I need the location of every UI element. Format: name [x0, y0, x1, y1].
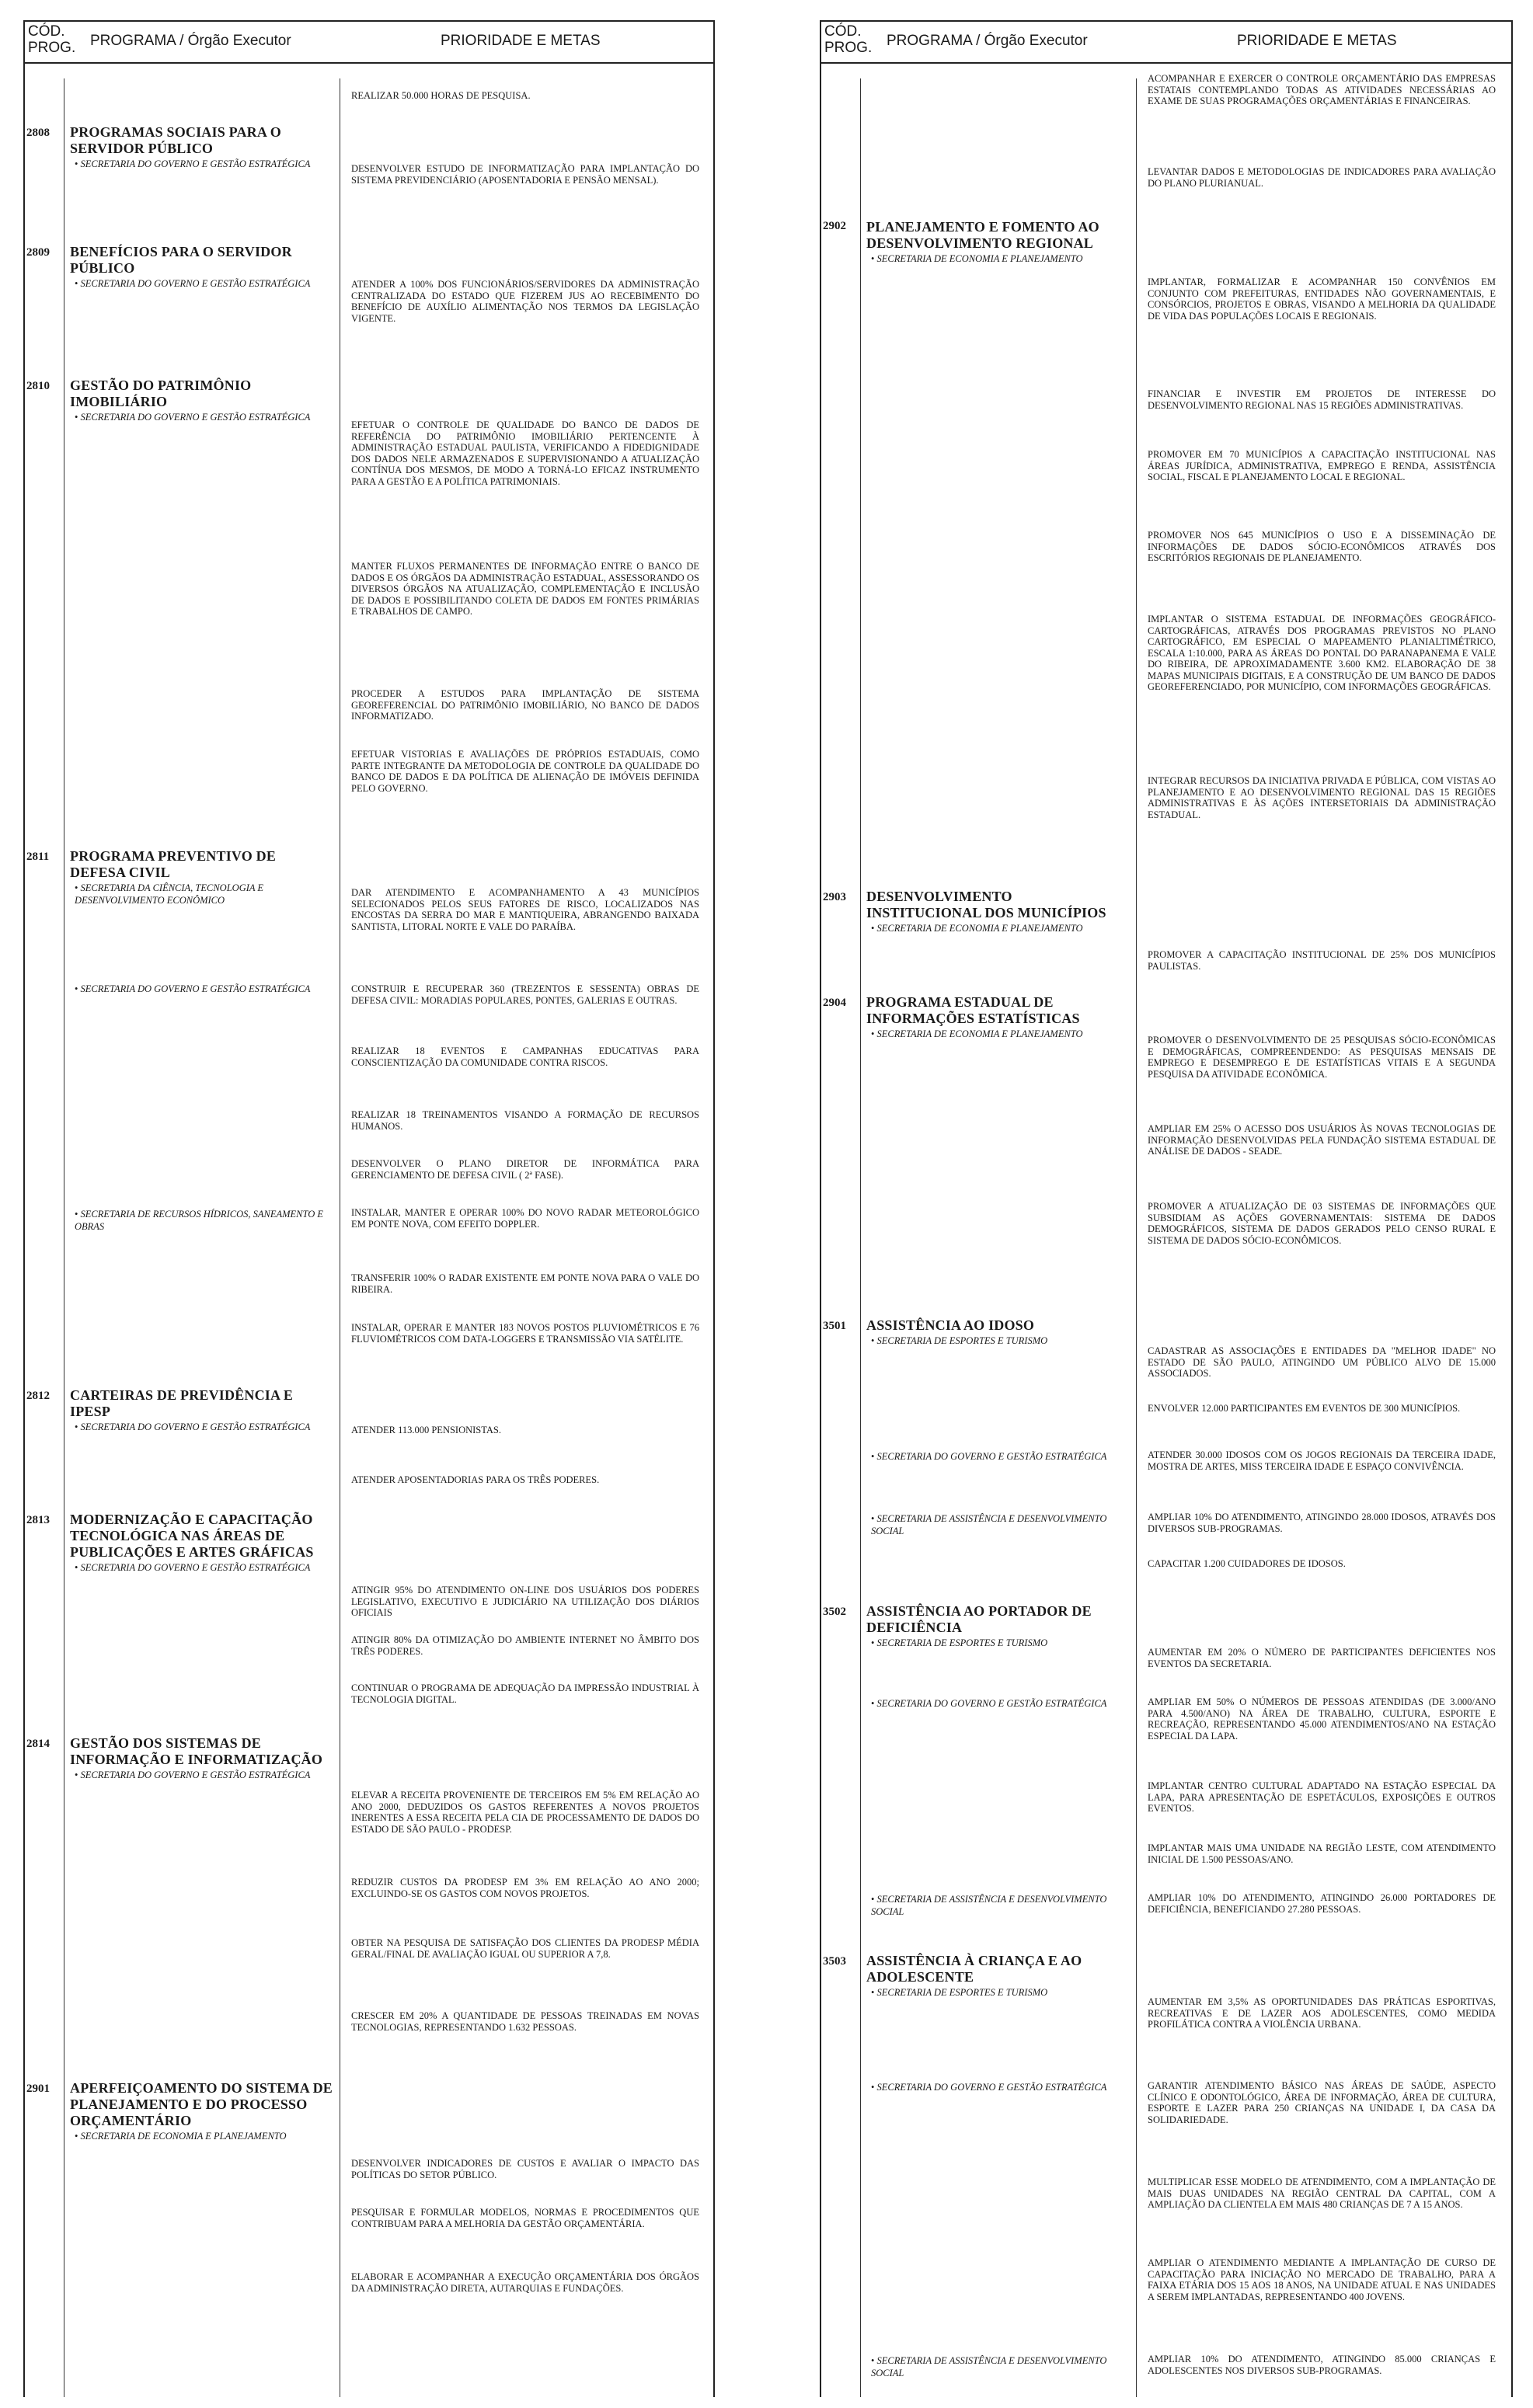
meta-text: CONTINUAR O PROGRAMA DE ADEQUAÇÃO DA IMPRESSÃO INDUSTRIAL À TECNOLOGIA DIGITAL. [351, 1682, 699, 1705]
meta-text: AUMENTAR EM 20% O NÚMERO DE PARTICIPANTES DEFICIENTES NOS EVENTOS DA SECRETARIA. [1148, 1647, 1496, 1669]
program-2812 [70, 1387, 334, 1433]
table-header [821, 20, 1511, 64]
program-2814 [70, 1735, 334, 1781]
program-3503 [866, 1953, 1131, 1999]
program-organ: • SECRETARIA DO GOVERNO E GESTÃO ESTRATÉGICA [70, 1561, 334, 1574]
meta-text: ATINGIR 80% DA OTIMIZAÇÃO DO AMBIENTE INTERNET NO ÂMBITO DOS TRÊS PODERES. [351, 1634, 699, 1657]
program-name: DESENVOLVIMENTO INSTITUCIONAL DOS MUNICÍPIOS [866, 889, 1106, 920]
program-organ: • SECRETARIA DO GOVERNO E GESTÃO ESTRATÉGICA [866, 2081, 1131, 2093]
meta-text: INTEGRAR RECURSOS DA INICIATIVA PRIVADA E PÚBLICA, COM VISTAS AO PLANEJAMENTO E AO DESENVOLVIMENTO REGIONAL DAS 15 REGIÕES ADMINISTRATIVAS E ÀS AÇÕES INTERSETORIAIS DA ADMINISTRAÇÃO ESTADUAL. [1148, 775, 1496, 820]
meta-text: IMPLANTAR MAIS UMA UNIDADE NA REGIÃO LESTE, COM ATENDIMENTO INICIAL DE 1.500 PESSOAS/ANO. [1148, 1843, 1496, 1865]
program-organ: • SECRETARIA DE ECONOMIA E PLANEJAMENTO [866, 252, 1131, 265]
meta-text: PROMOVER EM 70 MUNICÍPIOS A CAPACITAÇÃO INSTITUCIONAL NAS ÁREAS JURÍDICA, ADMINISTRATIVA, EMPREGO E RENDA, ASSISTÊNCIA SOCIAL, FISCAL E PLANEJAMENTO LOCAL E REGIONAL. [1148, 449, 1496, 482]
table-header [25, 20, 713, 64]
meta-text: CONSTRUIR E RECUPERAR 360 (TREZENTOS E SESSENTA) OBRAS DE DEFESA CIVIL: MORADIAS POPULARES, PONTES, GALERIAS E OUTRAS. [351, 983, 699, 1006]
program-organ: • SECRETARIA DE ECONOMIA E PLANEJAMENTO [866, 1028, 1131, 1040]
meta-text: OBTER NA PESQUISA DE SATISFAÇÃO DOS CLIENTES DA PRODESP MÉDIA GERAL/FINAL DE AVALIAÇÃO IGUAL OU SUPERIOR A 7,8. [351, 1937, 699, 1960]
meta-text: ATINGIR 95% DO ATENDIMENTO ON-LINE DOS USUÁRIOS DOS PODERES LEGISLATIVO, EXECUTIVO E JUDICIÁRIO NA UTILIZAÇÃO DOS DIÁRIOS OFICIAIS [351, 1585, 699, 1618]
meta-text: ACOMPANHAR E EXERCER O CONTROLE ORÇAMENTÁRIO DAS EMPRESAS ESTATAIS CONTEMPLANDO TODAS AS ATIVIDADES NECESSÁRIAS AO EXAME DE SUAS PROGRAMAÇÕES ORÇAMENTÁRIAS E FINANCEIRAS. [1148, 73, 1496, 106]
program-organ: • SECRETARIA DA CIÊNCIA, TECNOLOGIA E DESENVOLVIMENTO ECONÔMICO [70, 882, 334, 906]
meta-text: PROMOVER A ATUALIZAÇÃO DE 03 SISTEMAS DE INFORMAÇÕES QUE SUBSIDIAM AS AÇÕES GOVERNAMENTAIS: SISTEMA DE DADOS DEMOGRÁFICOS, SISTEMA DE DADOS GERADOS PELO CENSO RURAL E SISTEMA DE DADOS SÓCIO-ECONÔMICOS. [1148, 1201, 1496, 1246]
program-2904 [866, 994, 1131, 1040]
meta-text: DESENVOLVER ESTUDO DE INFORMATIZAÇÃO PARA IMPLANTAÇÃO DO SISTEMA PREVIDENCIÁRIO (APOSENTADORIA E PENSÃO MENSAL). [351, 163, 699, 186]
program-code: 2808 [26, 127, 50, 139]
meta-text: AMPLIAR 10% DO ATENDIMENTO, ATINGINDO 26.000 PORTADORES DE DEFICIÊNCIA, BENEFICIANDO 27.280 PESSOAS. [1148, 1892, 1496, 1915]
meta-text: AUMENTAR EM 3,5% AS OPORTUNIDADES DAS PRÁTICAS ESPORTIVAS, RECREATIVAS E DE LAZER AOS ADOLESCENTES, COMO MEDIDA PROFILÁTICA CONTRA A VIOLÊNCIA URBANA. [1148, 1996, 1496, 2030]
program-organ: • SECRETARIA DO GOVERNO E GESTÃO ESTRATÉGICA [70, 1769, 334, 1781]
program-name: BENEFÍCIOS PARA O SERVIDOR PÚBLICO [70, 244, 292, 276]
meta-text: EFETUAR O CONTROLE DE QUALIDADE DO BANCO DE DADOS DE REFERÊNCIA DO PATRIMÔNIO IMOBILIÁRIO PERTENCENTE À ADMINISTRAÇÃO ESTADUAL PAULISTA, VERIFICANDO A FIDEDIGNIDADE DOS DADOS NELE ARMAZENADOS E SUPERVISIONANDO A ATUALIZAÇÃO CONTÍNUA DOS MESMOS, DE MODO A TORNÁ-LO EFICAZ INSTRUMENTO PARA A GESTÃO E A POLÍTICA PATRIMONIAIS. [351, 419, 699, 487]
program-name: PROGRAMAS SOCIAIS PARA O SERVIDOR PÚBLICO [70, 124, 281, 156]
program-organ: • SECRETARIA DO GOVERNO E GESTÃO ESTRATÉGICA [70, 983, 334, 995]
program-organ: • SECRETARIA DE ECONOMIA E PLANEJAMENTO [866, 922, 1131, 934]
program-code: 2811 [26, 851, 50, 863]
program-code: 2810 [26, 380, 50, 392]
header-prioridade: PRIORIDADE E METAS [441, 33, 601, 49]
program-code: 2904 [823, 997, 846, 1009]
program-name: PLANEJAMENTO E FOMENTO AO DESENVOLVIMENTO REGIONAL [866, 219, 1099, 251]
program-code: 2901 [26, 2083, 50, 2095]
program-name: PROGRAMA ESTADUAL DE INFORMAÇÕES ESTATÍSTICAS [866, 994, 1080, 1026]
meta-text: PESQUISAR E FORMULAR MODELOS, NORMAS E PROCEDIMENTOS QUE CONTRIBUAM PARA A MELHORIA DA GESTÃO ORÇAMENTÁRIA. [351, 2207, 699, 2229]
right-column [820, 20, 1513, 2397]
program-code: 3503 [823, 1955, 846, 1968]
program-2901 [70, 2080, 334, 2142]
header-cod: CÓD. PROG. [824, 23, 873, 56]
header-programa: PROGRAMA / Órgão Executor [90, 33, 291, 49]
program-code: 2809 [26, 246, 50, 259]
meta-text: DESENVOLVER O PLANO DIRETOR DE INFORMÁTICA PARA GERENCIAMENTO DE DEFESA CIVIL ( 2ª FASE). [351, 1158, 699, 1181]
meta-text: GARANTIR ATENDIMENTO BÁSICO NAS ÁREAS DE SAÚDE, ASPECTO CLÍNICO E ODONTOLÓGICO, ÁREA DE INFORMAÇÃO, ÁREA DE CULTURA, ESPORTE E LAZER PARA 250 CRIANÇAS NA UNIDADE I, DA CASA DA SOLIDARIEDADE. [1148, 2080, 1496, 2125]
program-name: MODERNIZAÇÃO E CAPACITAÇÃO TECNOLÓGICA NAS ÁREAS DE PUBLICAÇÕES E ARTES GRÁFICAS [70, 1512, 314, 1560]
program-name: CARTEIRAS DE PREVIDÊNCIA E IPESP [70, 1387, 294, 1419]
program-code: 2814 [26, 1738, 50, 1750]
meta-text: REALIZAR 18 EVENTOS E CAMPANHAS EDUCATIVAS PARA CONSCIENTIZAÇÃO DA COMUNIDADE CONTRA RISCOS. [351, 1046, 699, 1068]
program-organ: • SECRETARIA DO GOVERNO E GESTÃO ESTRATÉGICA [70, 277, 334, 290]
meta-text: REALIZAR 18 TREINAMENTOS VISANDO A FORMAÇÃO DE RECURSOS HUMANOS. [351, 1109, 699, 1132]
meta-text: CAPACITAR 1.200 CUIDADORES DE IDOSOS. [1148, 1558, 1346, 1569]
meta-text: MANTER FLUXOS PERMANENTES DE INFORMAÇÃO ENTRE O BANCO DE DADOS E OS ÓRGÃOS DA ADMINISTRAÇÃO ESTADUAL, ASSESSORANDO OS DIVERSOS ÓRGÃOS NA ATUALIZAÇÃO, COMPLEMENTAÇÃO E INCLUSÃO DE DADOS E POSSIBILITANDO COLETA DE DADOS EM FONTES PRIMÁRIAS E TRABALHOS DE CAMPO. [351, 561, 699, 617]
program-2810 [70, 378, 334, 423]
program-organ: • SECRETARIA DE ESPORTES E TURISMO [866, 1334, 1131, 1347]
program-organ-block [70, 982, 334, 995]
program-name: ASSISTÊNCIA AO IDOSO [866, 1317, 1035, 1333]
meta-text: PROMOVER A CAPACITAÇÃO INSTITUCIONAL DE 25% DOS MUNICÍPIOS PAULISTAS. [1148, 949, 1496, 972]
meta-text: ENVOLVER 12.000 PARTICIPANTES EM EVENTOS DE 300 MUNICÍPIOS. [1148, 1403, 1461, 1414]
program-2903 [866, 889, 1131, 934]
meta-text: IMPLANTAR CENTRO CULTURAL ADAPTADO NA ESTAÇÃO ESPECIAL DA LAPA, PARA APRESENTAÇÃO DE ESPETÁCULOS, EXPOSIÇÕES E OUTROS EVENTOS. [1148, 1780, 1496, 1814]
program-code: 2813 [26, 1514, 50, 1526]
header-prioridade: PRIORIDADE E METAS [1237, 33, 1397, 49]
meta-text: IMPLANTAR, FORMALIZAR E ACOMPANHAR 150 CONVÊNIOS EM CONJUNTO COM PREFEITURAS, ENTIDADES NÃO GOVERNAMENTAIS, E CONSÓRCIOS, PROJETOS E OBRAS, VISANDO A MELHORIA DA QUALIDADE DE VIDA DAS POPULAÇÕES LOCAIS E REGIONAIS. [1148, 277, 1496, 322]
program-organ: • SECRETARIA DE ESPORTES E TURISMO [866, 1637, 1131, 1649]
program-name: PROGRAMA PREVENTIVO DE DEFESA CIVIL [70, 848, 277, 880]
program-organ: • SECRETARIA DE ASSISTÊNCIA E DESENVOLVIMENTO SOCIAL [866, 2354, 1131, 2379]
program-name: GESTÃO DOS SISTEMAS DE INFORMAÇÃO E INFORMATIZAÇÃO [70, 1735, 323, 1767]
program-2902 [866, 219, 1131, 265]
meta-text: IMPLANTAR O SISTEMA ESTADUAL DE INFORMAÇÕES GEOGRÁFICO-CARTOGRÁFICAS, ATRAVÉS DOS PROGRAMAS PREVISTOS NO PLANO CARTOGRÁFICO, EM ESPECIAL O MAPEAMENTO PLANIALTIMÉTRICO, ESCALA 1:10.000, PARA AS ÁREAS DO PONTAL DO PARANAPANEMA E VALE DO RIBEIRA, DE APROXIMADAMENTE 3.600 KM2. ELABORAÇÃO DE 38 MAPAS MUNICIPAIS DIGITAIS, E A CONSTRUÇÃO DE UM BANCO DE DADOS GEOREFERENCIADO, POR MUNICÍPIO, COM INFORMAÇÕES GEOGRÁFICAS. [1148, 614, 1496, 692]
program-2813 [70, 1512, 334, 1574]
header-cod: CÓD. PROG. [28, 23, 76, 56]
meta-text: EFETUAR VISTORIAS E AVALIAÇÕES DE PRÓPRIOS ESTADUAIS, COMO PARTE INTEGRANTE DA METODOLOGIA DE CONTROLE DA QUALIDADE DO BANCO DE DADOS E DA POLÍTICA DE ALIENAÇÃO DE IMÓVEIS DEFINIDA PELO GOVERNO. [351, 749, 699, 794]
meta-text: PROMOVER NOS 645 MUNICÍPIOS O USO E A DISSEMINAÇÃO DE INFORMAÇÕES DE DADOS SÓCIO-ECONÔMICOS ATRAVÉS DOS ESCRITÓRIOS REGIONAIS DE PLANEJAMENTO. [1148, 530, 1496, 563]
program-organ: • SECRETARIA DE ECONOMIA E PLANEJAMENTO [70, 2130, 334, 2142]
program-organ-block [866, 1696, 1131, 1710]
meta-text: AMPLIAR EM 25% O ACESSO DOS USUÁRIOS ÀS NOVAS TECNOLOGIAS DE INFORMAÇÃO DESENVOLVIDAS PELA FUNDAÇÃO SISTEMA ESTADUAL DE ANÁLISE DE DADOS - SEADE. [1148, 1123, 1496, 1157]
program-organ: • SECRETARIA DO GOVERNO E GESTÃO ESTRATÉGICA [70, 158, 334, 170]
program-code: 2902 [823, 220, 846, 232]
meta-text: ATENDER A 100% DOS FUNCIONÁRIOS/SERVIDORES DA ADMINISTRAÇÃO CENTRALIZADA DO ESTADO QUE FIZEREM JUS AO RECEBIMENTO DO BENEFÍCIO DE AUXÍLIO ALIMENTAÇÃO NOS TERMOS DA LEGISLAÇÃO VIGENTE. [351, 279, 699, 324]
program-organ-block [866, 1892, 1131, 1918]
meta-text: ATENDER APOSENTADORIAS PARA OS TRÊS PODERES. [351, 1474, 600, 1485]
header-programa: PROGRAMA / Órgão Executor [887, 33, 1088, 49]
meta-text: FINANCIAR E INVESTIR EM PROJETOS DE INTERESSE DO DESENVOLVIMENTO REGIONAL NAS 15 REGIÕES ADMINISTRATIVAS. [1148, 388, 1496, 411]
program-2811 [70, 848, 334, 906]
program-name: APERFEIÇOAMENTO DO SISTEMA DE PLANEJAMENTO E DO PROCESSO ORÇAMENTÁRIO [70, 2080, 333, 2128]
program-code: 3502 [823, 1606, 846, 1618]
program-3501 [866, 1317, 1131, 1347]
meta-text: PROMOVER O DESENVOLVIMENTO DE 25 PESQUISAS SÓCIO-ECONÔMICAS E DEMOGRÁFICAS, COMPREENDENDO: AS PESQUISAS MENSAIS DE EMPREGO E DESEMPREGO E DE ESTATÍSTICAS VITAIS E A SEGUNDA PESQUISA DA ATIVIDADE ECONÔMICA. [1148, 1035, 1496, 1080]
meta-text: DAR ATENDIMENTO E ACOMPANHAMENTO A 43 MUNICÍPIOS SELECIONADOS PELOS SEUS FATORES DE RISCO, LOCALIZADOS NAS ENCOSTAS DA SERRA DO MAR E MANTIQUEIRA, ABRANGENDO BAIXADA SANTISTA, LITORAL NORTE E VALE DO PARAÍBA. [351, 887, 699, 932]
program-organ-block [866, 1449, 1131, 1463]
program-code: 2903 [823, 891, 846, 903]
program-name: ASSISTÊNCIA À CRIANÇA E AO ADOLESCENTE [866, 1953, 1082, 1985]
program-organ-block [866, 1512, 1131, 1537]
meta-text: MULTIPLICAR ESSE MODELO DE ATENDIMENTO, COM A IMPLANTAÇÃO DE MAIS DUAS UNIDADES NA REGIÃO CENTRAL DA CAPITAL, COM A AMPLIAÇÃO DA CLIENTELA EM MAIS 480 CRIANÇAS DE 7 A 15 ANOS. [1148, 2177, 1496, 2210]
meta-text: LEVANTAR DADOS E METODOLOGIAS DE INDICADORES PARA AVALIAÇÃO DO PLANO PLURIANUAL. [1148, 166, 1496, 189]
code-column-divider [860, 78, 861, 2397]
program-column-divider [1136, 78, 1137, 2397]
meta-text: REDUZIR CUSTOS DA PRODESP EM 3% EM RELAÇÃO AO ANO 2000; EXCLUINDO-SE OS GASTOS COM NOVOS PROJETOS. [351, 1877, 699, 1899]
meta-text: ELEVAR A RECEITA PROVENIENTE DE TERCEIROS EM 5% EM RELAÇÃO AO ANO 2000, DEDUZIDOS OS GASTOS REFERENTES A NOVOS PROJETOS INERENTES A ESSA RECEITA PELA CIA DE PROCESSAMENTO DE DADOS DO ESTADO DE SÃO PAULO - PRODESP. [351, 1790, 699, 1835]
program-2809 [70, 244, 334, 290]
program-organ-block [70, 1207, 334, 1233]
program-organ-block [866, 2354, 1131, 2379]
meta-text: AMPLIAR 10% DO ATENDIMENTO, ATINGINDO 85.000 CRIANÇAS E ADOLESCENTES NOS DIVERSOS SUB-PROGRAMAS. [1148, 2354, 1496, 2376]
program-organ: • SECRETARIA DO GOVERNO E GESTÃO ESTRATÉGICA [70, 1421, 334, 1433]
meta-text: TRANSFERIR 100% O RADAR EXISTENTE EM PONTE NOVA PARA O VALE DO RIBEIRA. [351, 1272, 699, 1295]
meta-text: ELABORAR E ACOMPANHAR A EXECUÇÃO ORÇAMENTÁRIA DOS ÓRGÃOS DA ADMINISTRAÇÃO DIRETA, AUTARQUIAS E FUNDAÇÕES. [351, 2271, 699, 2294]
program-organ: • SECRETARIA DE ASSISTÊNCIA E DESENVOLVIMENTO SOCIAL [866, 1512, 1131, 1537]
program-organ-block [866, 2080, 1131, 2093]
meta-text: ATENDER 113.000 PENSIONISTAS. [351, 1425, 501, 1435]
program-name: ASSISTÊNCIA AO PORTADOR DE DEFICIÊNCIA [866, 1603, 1092, 1635]
meta-text: ATENDER 30.000 IDOSOS COM OS JOGOS REGIONAIS DA TERCEIRA IDADE, MOSTRA DE ARTES, MISS TERCEIRA IDADE E ESPAÇO CONVIVÊNCIA. [1148, 1449, 1496, 1472]
program-organ: • SECRETARIA DO GOVERNO E GESTÃO ESTRATÉGICA [866, 1697, 1131, 1710]
meta-text: REALIZAR 50.000 HORAS DE PESQUISA. [351, 90, 531, 101]
meta-text: DESENVOLVER INDICADORES DE CUSTOS E AVALIAR O IMPACTO DAS POLÍTICAS DO SETOR PÚBLICO. [351, 2158, 699, 2180]
meta-text: AMPLIAR EM 50% O NÚMEROS DE PESSOAS ATENDIDAS (DE 3.000/ANO PARA 4.500/ANO) NA ÁREA DE TRABALHO, CULTURA, ESPORTE E RECREAÇÃO, REPRESENTANDO 45.000 ATENDIMENTOS/ANO NA ESTAÇÃO ESPECIAL DA LAPA. [1148, 1696, 1496, 1742]
program-code: 3501 [823, 1320, 846, 1332]
program-organ: • SECRETARIA DO GOVERNO E GESTÃO ESTRATÉGICA [866, 1450, 1131, 1463]
program-organ: • SECRETARIA DE RECURSOS HÍDRICOS, SANEAMENTO E OBRAS [70, 1208, 334, 1233]
left-column [23, 20, 715, 2397]
program-2808 [70, 124, 334, 170]
meta-text: INSTALAR, OPERAR E MANTER 183 NOVOS POSTOS PLUVIOMÉTRICOS E 76 FLUVIOMÉTRICOS COM DATA-LOGGERS E TRANSMISSÃO VIA SATÉLITE. [351, 1322, 699, 1345]
program-name: GESTÃO DO PATRIMÔNIO IMOBILIÁRIO [70, 378, 252, 409]
meta-text: AMPLIAR O ATENDIMENTO MEDIANTE A IMPLANTAÇÃO DE CURSO DE CAPACITAÇÃO PARA INICIAÇÃO NO MERCADO DE TRABALHO, PARA A FAIXA ETÁRIA DOS 15 AOS 18 ANOS, NA UNIDADE ATUAL E NAS UNIDADES A SEREM IMPLANTADAS, REPRESENTANDO 400 JOVENS. [1148, 2257, 1496, 2302]
meta-text: INSTALAR, MANTER E OPERAR 100% DO NOVO RADAR METEOROLÓGICO EM PONTE NOVA, COM EFEITO DOPPLER. [351, 1207, 699, 1230]
program-organ: • SECRETARIA DE ASSISTÊNCIA E DESENVOLVIMENTO SOCIAL [866, 1893, 1131, 1918]
program-organ: • SECRETARIA DO GOVERNO E GESTÃO ESTRATÉGICA [70, 411, 334, 423]
meta-text: AMPLIAR 10% DO ATENDIMENTO, ATINGINDO 28.000 IDOSOS, ATRAVÉS DOS DIVERSOS SUB-PROGRAMAS. [1148, 1512, 1496, 1534]
meta-text: CRESCER EM 20% A QUANTIDADE DE PESSOAS TREINADAS EM NOVAS TECNOLOGIAS, REPRESENTANDO 1.632 PESSOAS. [351, 2010, 699, 2033]
program-code: 2812 [26, 1390, 50, 1402]
meta-text: PROCEDER A ESTUDOS PARA IMPLANTAÇÃO DE SISTEMA GEOREFERENCIAL DO PATRIMÔNIO IMOBILIÁRIO, NO BANCO DE DADOS INFORMATIZADO. [351, 688, 699, 722]
program-3502 [866, 1603, 1131, 1649]
program-organ: • SECRETARIA DE ESPORTES E TURISMO [866, 1986, 1131, 1999]
meta-text: CADASTRAR AS ASSOCIAÇÕES E ENTIDADES DA "MELHOR IDADE" NO ESTADO DE SÃO PAULO, ATINGINDO UM PÚBLICO ALVO DE 15.000 ASSOCIADOS. [1148, 1345, 1496, 1379]
